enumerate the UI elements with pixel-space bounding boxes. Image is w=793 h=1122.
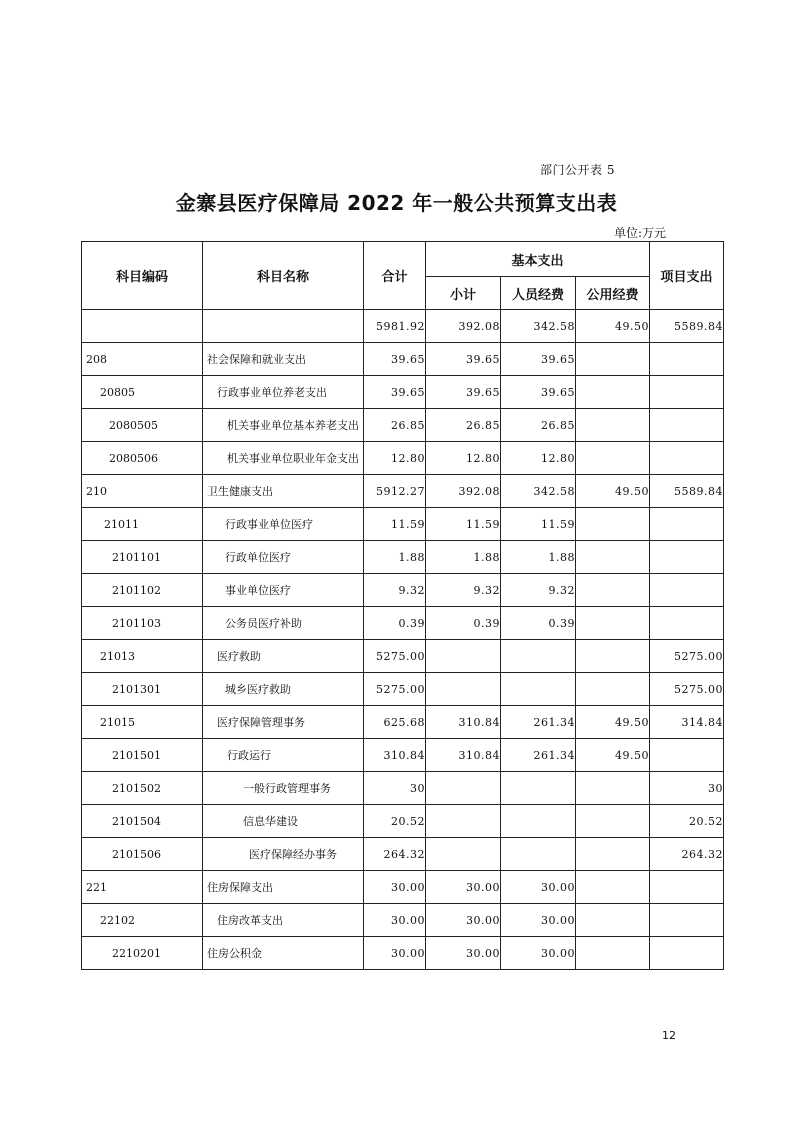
cell-personnel: 39.65: [501, 343, 576, 376]
table-row: [82, 475, 724, 508]
table-row: [82, 772, 724, 805]
cell-public: [576, 904, 650, 937]
cell-code: 2101506: [82, 838, 203, 871]
cell-personnel: 30.00: [501, 904, 576, 937]
cell-public: [576, 772, 650, 805]
table-row: [82, 805, 724, 838]
cell-name: 社会保障和就业支出: [203, 343, 364, 376]
cell-public: [576, 442, 650, 475]
table-row: [82, 442, 724, 475]
cell-project: [650, 541, 724, 574]
cell-personnel: 9.32: [501, 574, 576, 607]
cell-personnel: 261.34: [501, 706, 576, 739]
form-number: 部门公开表 5: [540, 163, 615, 177]
cell-subtotal: 39.65: [426, 376, 501, 409]
cell-public: [576, 838, 650, 871]
cell-project: 5275.00: [650, 673, 724, 706]
cell-subtotal: 30.00: [426, 904, 501, 937]
cell-subtotal: 310.84: [426, 739, 501, 772]
cell-code: 21013: [82, 640, 203, 673]
cell-name: 城乡医疗救助: [203, 673, 364, 706]
cell-project: [650, 442, 724, 475]
cell-total: 5275.00: [364, 640, 426, 673]
cell-code: 2101101: [82, 541, 203, 574]
cell-name: 住房保障支出: [203, 871, 364, 904]
cell-project: 30: [650, 772, 724, 805]
cell-total: 30.00: [364, 937, 426, 970]
header-project: 项目支出: [650, 242, 724, 310]
cell-name: 住房公积金: [203, 937, 364, 970]
cell-total: 11.59: [364, 508, 426, 541]
cell-project: [650, 871, 724, 904]
table-row: [82, 376, 724, 409]
cell-total: 5912.27: [364, 475, 426, 508]
cell-total: 625.68: [364, 706, 426, 739]
table-row: [82, 838, 724, 871]
table-row: [82, 871, 724, 904]
cell-personnel: 1.88: [501, 541, 576, 574]
cell-subtotal: [426, 772, 501, 805]
cell-subtotal: 12.80: [426, 442, 501, 475]
table-row: [82, 640, 724, 673]
cell-personnel: [501, 805, 576, 838]
cell-total: 1.88: [364, 541, 426, 574]
cell-personnel: 39.65: [501, 376, 576, 409]
cell-name: 一般行政管理事务: [203, 772, 364, 805]
cell-name: 公务员医疗补助: [203, 607, 364, 640]
cell-subtotal: [426, 838, 501, 871]
cell-project: [650, 343, 724, 376]
cell-code: 221: [82, 871, 203, 904]
table-header: [82, 242, 724, 310]
cell-total: 39.65: [364, 376, 426, 409]
cell-public: [576, 541, 650, 574]
cell-total: 0.39: [364, 607, 426, 640]
cell-code: 2101502: [82, 772, 203, 805]
cell-subtotal: [426, 805, 501, 838]
cell-code: 208: [82, 343, 203, 376]
table-row: [82, 739, 724, 772]
cell-total: 39.65: [364, 343, 426, 376]
table-row: [82, 937, 724, 970]
cell-public: [576, 805, 650, 838]
cell-subtotal: 39.65: [426, 343, 501, 376]
cell-personnel: 342.58: [501, 475, 576, 508]
cell-subtotal: 30.00: [426, 871, 501, 904]
cell-name: 事业单位医疗: [203, 574, 364, 607]
cell-total: 30.00: [364, 871, 426, 904]
cell-personnel: [501, 772, 576, 805]
table-row: [82, 310, 724, 343]
header-name: 科目名称: [203, 242, 364, 310]
cell-project: 20.52: [650, 805, 724, 838]
header-total: 合计: [364, 242, 426, 310]
cell-name: [203, 310, 364, 343]
cell-public: [576, 343, 650, 376]
cell-total: 9.32: [364, 574, 426, 607]
cell-public: [576, 640, 650, 673]
cell-project: [650, 904, 724, 937]
cell-total: 5981.92: [364, 310, 426, 343]
cell-code: 21015: [82, 706, 203, 739]
cell-code: 210: [82, 475, 203, 508]
cell-project: 5275.00: [650, 640, 724, 673]
cell-code: 2101301: [82, 673, 203, 706]
cell-code: 2210201: [82, 937, 203, 970]
cell-code: [82, 310, 203, 343]
cell-name: 机关事业单位基本养老支出: [203, 409, 364, 442]
cell-subtotal: [426, 640, 501, 673]
table-row: [82, 706, 724, 739]
cell-name: 行政事业单位医疗: [203, 508, 364, 541]
cell-public: [576, 937, 650, 970]
table-row: [82, 607, 724, 640]
cell-public: [576, 673, 650, 706]
cell-name: 医疗保障经办事务: [203, 838, 364, 871]
cell-code: 22102: [82, 904, 203, 937]
cell-name: 医疗保障管理事务: [203, 706, 364, 739]
cell-total: 30.00: [364, 904, 426, 937]
cell-name: 卫生健康支出: [203, 475, 364, 508]
table-row: [82, 673, 724, 706]
cell-public: [576, 508, 650, 541]
cell-public: [576, 574, 650, 607]
cell-name: 医疗救助: [203, 640, 364, 673]
cell-total: 20.52: [364, 805, 426, 838]
table-row: [82, 574, 724, 607]
cell-code: 21011: [82, 508, 203, 541]
cell-subtotal: 392.08: [426, 475, 501, 508]
cell-project: [650, 937, 724, 970]
cell-project: [650, 376, 724, 409]
cell-personnel: [501, 640, 576, 673]
cell-name: 信息华建设: [203, 805, 364, 838]
header-code: 科目编码: [82, 242, 203, 310]
page-title: 金寨县医疗保障局 2022 年一般公共预算支出表: [175, 191, 618, 215]
cell-subtotal: 1.88: [426, 541, 501, 574]
cell-personnel: [501, 673, 576, 706]
cell-public: 49.50: [576, 475, 650, 508]
cell-subtotal: 11.59: [426, 508, 501, 541]
cell-name: 行政单位医疗: [203, 541, 364, 574]
cell-personnel: 12.80: [501, 442, 576, 475]
cell-personnel: 261.34: [501, 739, 576, 772]
cell-personnel: 342.58: [501, 310, 576, 343]
cell-total: 310.84: [364, 739, 426, 772]
cell-project: [650, 739, 724, 772]
cell-total: 264.32: [364, 838, 426, 871]
cell-subtotal: 30.00: [426, 937, 501, 970]
cell-personnel: 30.00: [501, 937, 576, 970]
cell-personnel: 0.39: [501, 607, 576, 640]
table-row: [82, 508, 724, 541]
cell-project: 264.32: [650, 838, 724, 871]
header-personnel: 人员经费: [501, 277, 576, 310]
unit-label: 单位:万元: [614, 226, 667, 240]
cell-public: [576, 376, 650, 409]
cell-code: 2101504: [82, 805, 203, 838]
header-basic: 基本支出: [426, 242, 650, 277]
table-row: [82, 541, 724, 574]
header-public: 公用经费: [576, 277, 650, 310]
page-number: 12: [662, 1029, 676, 1042]
cell-public: 49.50: [576, 310, 650, 343]
table-row: [82, 343, 724, 376]
cell-subtotal: 0.39: [426, 607, 501, 640]
cell-subtotal: 9.32: [426, 574, 501, 607]
cell-public: 49.50: [576, 739, 650, 772]
cell-code: 2101102: [82, 574, 203, 607]
cell-personnel: 30.00: [501, 871, 576, 904]
cell-personnel: [501, 838, 576, 871]
cell-code: 2080506: [82, 442, 203, 475]
cell-code: 2101501: [82, 739, 203, 772]
cell-project: 5589.84: [650, 475, 724, 508]
cell-public: [576, 409, 650, 442]
cell-subtotal: 310.84: [426, 706, 501, 739]
header-subtotal: 小计: [426, 277, 501, 310]
cell-subtotal: 26.85: [426, 409, 501, 442]
cell-public: 49.50: [576, 706, 650, 739]
table-row: [82, 904, 724, 937]
cell-project: [650, 409, 724, 442]
cell-code: 2080505: [82, 409, 203, 442]
cell-project: [650, 574, 724, 607]
cell-subtotal: 392.08: [426, 310, 501, 343]
cell-project: [650, 508, 724, 541]
cell-code: 20805: [82, 376, 203, 409]
table-row: [82, 409, 724, 442]
cell-name: 住房改革支出: [203, 904, 364, 937]
cell-total: 26.85: [364, 409, 426, 442]
cell-name: 机关事业单位职业年金支出: [203, 442, 364, 475]
cell-total: 30: [364, 772, 426, 805]
table-body: [82, 310, 724, 970]
cell-personnel: 26.85: [501, 409, 576, 442]
cell-public: [576, 871, 650, 904]
cell-personnel: 11.59: [501, 508, 576, 541]
cell-total: 12.80: [364, 442, 426, 475]
cell-project: 314.84: [650, 706, 724, 739]
cell-name: 行政事业单位养老支出: [203, 376, 364, 409]
cell-code: 2101103: [82, 607, 203, 640]
budget-table: [81, 241, 724, 970]
cell-name: 行政运行: [203, 739, 364, 772]
cell-project: [650, 607, 724, 640]
cell-public: [576, 607, 650, 640]
cell-project: 5589.84: [650, 310, 724, 343]
cell-total: 5275.00: [364, 673, 426, 706]
cell-subtotal: [426, 673, 501, 706]
